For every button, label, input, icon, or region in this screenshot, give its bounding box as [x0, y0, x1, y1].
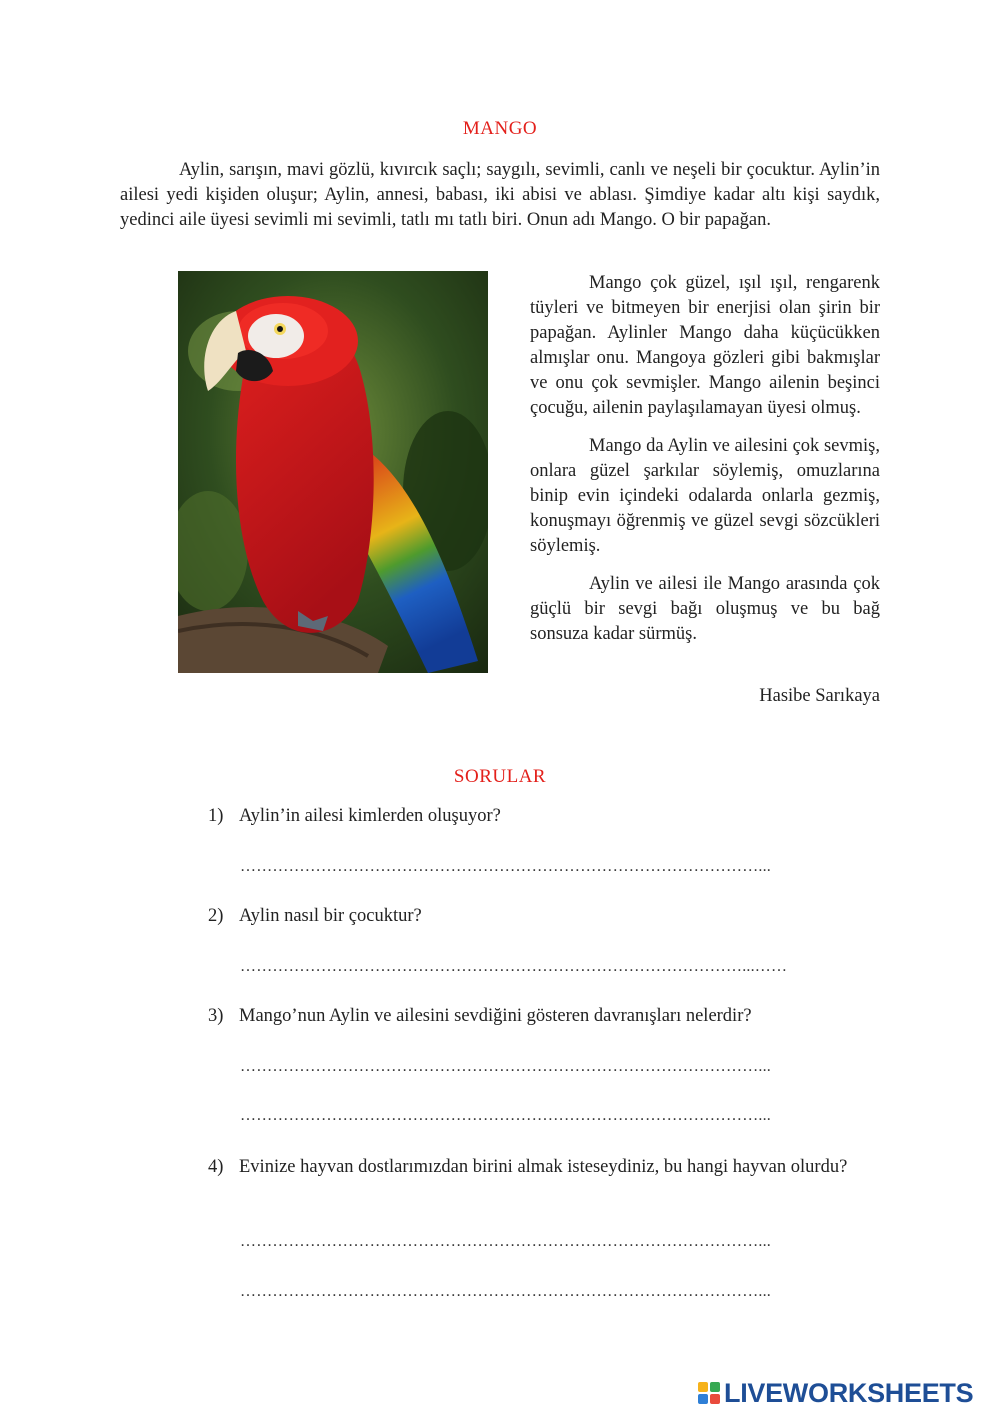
story-paragraph: Mango çok güzel, ışıl ışıl, rengarenk tüyleri ve bitmeyen bir enerjisi olan şirin bir papağan. Aylinler Mango daha küçücükken almışlar onu. Mangoya gözleri gibi bakmışlar ve onu çok sevmişler. Mango ailenin beşinci çocuğu, ailenin paylaşılamayan üyesi olmuş.: [530, 273, 880, 418]
question-text: Aylin nasıl bir çocuktur?: [239, 906, 422, 926]
question-2: [208, 904, 880, 929]
logo-icon: [698, 1382, 720, 1404]
story-intro: Aylin, sarışın, mavi gözlü, kıvırcık saçlı; saygılı, sevimli, canlı ve neşeli bir çocuktur. Aylin’in ailesi yedi kişiden oluşur; Aylin, annesi, babası, iki abisi ve ablası. Şimdiye kadar altı kişi saydık, yedinci aile üyesi sevimli mi sevimli, tatlı mı tatlı biri. Onun adı Mango. O bir papağan.: [120, 160, 880, 230]
logo-square: [710, 1394, 720, 1404]
question-number: 4): [208, 1157, 224, 1177]
question-4: [208, 1155, 880, 1180]
answer-field[interactable]: ……………………………………………………………………………………...: [240, 858, 771, 875]
story-paragraph: Mango da Aylin ve ailesini çok sevmiş, onlara güzel şarkılar söylemiş, omuzlarına binip evin içindeki odalarda onlarla gezmiş, konuşmayı öğrenmiş ve güzel sevgi sözcükleri söylemiş.: [530, 436, 880, 556]
answer-field[interactable]: …………………………………………………………………………………...……: [240, 958, 788, 975]
logo-text: LIVEWORKSHEETS: [724, 1377, 974, 1408]
question-number: 2): [208, 906, 224, 926]
question-text: Aylin’in ailesi kimlerden oluşuyor?: [239, 806, 501, 826]
answer-field[interactable]: ……………………………………………………………………………………...: [240, 1283, 771, 1300]
answer-field[interactable]: ……………………………………………………………………………………...: [240, 1058, 771, 1075]
question-1: [208, 804, 880, 829]
logo-square: [698, 1382, 708, 1392]
liveworksheets-logo[interactable]: [698, 1378, 973, 1408]
logo-square: [698, 1394, 708, 1404]
answer-field[interactable]: ……………………………………………………………………………………...: [240, 1233, 771, 1250]
story-title: MANGO: [462, 118, 538, 139]
story-column: [530, 271, 880, 660]
question-number: 1): [208, 806, 224, 826]
author-name: Hasibe Sarıkaya: [759, 686, 880, 706]
question-3: [208, 1004, 880, 1029]
answer-field[interactable]: ……………………………………………………………………………………...: [240, 1107, 771, 1124]
logo-square: [710, 1382, 720, 1392]
questions-title: SORULAR: [453, 766, 547, 787]
question-text: Mango’nun Aylin ve ailesini sevdiğini gösteren davranışları nelerdir?: [239, 1006, 752, 1026]
parrot-photo: [178, 271, 488, 673]
story-paragraph: Aylin ve ailesi ile Mango arasında çok güçlü bir sevgi bağı oluşmuş ve bu bağ sonsuza kadar sürmüş.: [530, 574, 880, 644]
question-text: Evinize hayvan dostlarımızdan birini almak isteseydiniz, bu hangi hayvan olurdu?: [239, 1157, 848, 1177]
question-number: 3): [208, 1006, 224, 1026]
